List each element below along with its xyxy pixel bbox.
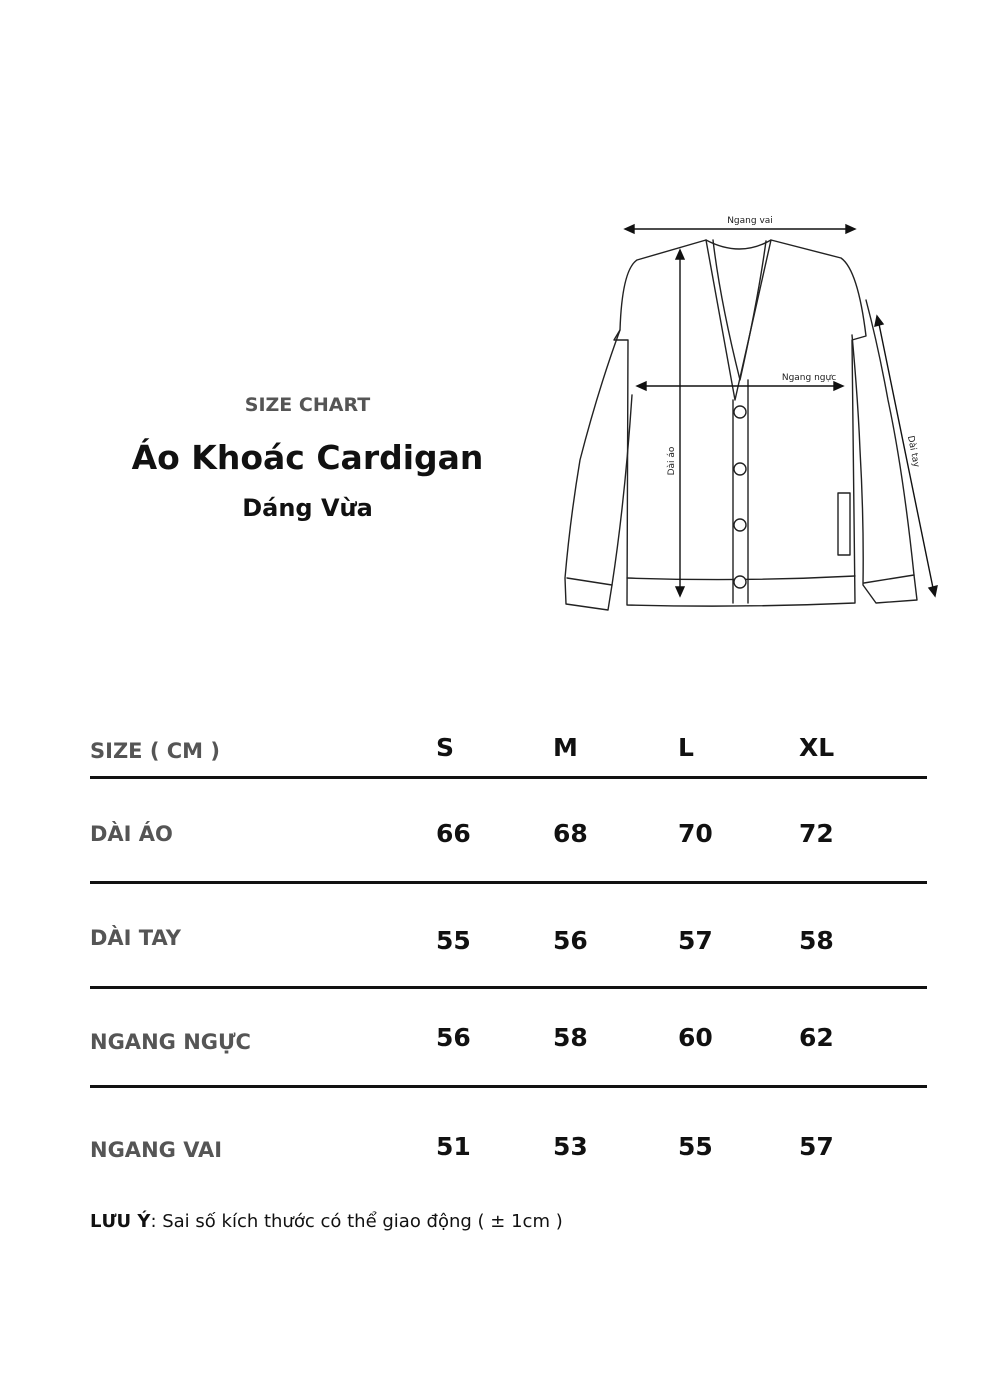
table-cell: 57	[678, 926, 713, 955]
row-label: DÀI ÁO	[90, 822, 173, 846]
chest-measure-label: Ngang ngực	[781, 373, 837, 383]
button-4	[734, 576, 746, 588]
table-cell: 56	[436, 1023, 471, 1052]
left-sleeve-outline	[565, 330, 632, 610]
cardigan-body-outline	[614, 240, 866, 606]
size-s-header: S	[436, 733, 455, 762]
table-cell: 66	[436, 819, 471, 848]
size-unit-label: SIZE ( CM )	[90, 739, 220, 763]
button-1	[734, 406, 746, 418]
table-cell: 72	[799, 819, 834, 848]
shoulder-measure-label: Ngang vai	[727, 216, 773, 226]
table-cell: 58	[799, 926, 834, 955]
tolerance-note	[90, 1211, 563, 1232]
table-cell: 55	[436, 926, 471, 955]
note-text: : Sai số kích thước có thể giao động ( ± 1cm )	[150, 1211, 563, 1232]
table-cell: 57	[799, 1132, 834, 1161]
sleeve-length-measure-label: Dài tay	[904, 434, 921, 469]
table-divider	[90, 776, 927, 779]
button-3	[734, 519, 746, 531]
right-cuff-line	[864, 575, 914, 583]
product-title: Áo Khoác Cardigan	[131, 438, 484, 477]
table-cell: 55	[678, 1132, 713, 1161]
button-2	[734, 463, 746, 475]
body-length-measure-label: Dài áo	[667, 446, 677, 476]
size-l-header: L	[678, 733, 694, 762]
row-label: NGANG NGỰC	[90, 1030, 251, 1054]
table-cell: 62	[799, 1023, 834, 1052]
left-cuff-line	[567, 578, 612, 585]
row-label: NGANG VAI	[90, 1138, 223, 1162]
size-xl-header: XL	[799, 733, 835, 762]
table-cell: 51	[436, 1132, 471, 1161]
table-cell: 53	[553, 1132, 588, 1161]
table-cell: 58	[553, 1023, 588, 1052]
table-divider	[90, 881, 927, 884]
size-m-header: M	[553, 733, 578, 762]
table-cell: 68	[553, 819, 588, 848]
pocket	[838, 493, 850, 555]
cardigan-diagram	[555, 205, 955, 625]
table-cell: 70	[678, 819, 713, 848]
row-label: DÀI TAY	[90, 926, 181, 950]
right-sleeve-outline	[852, 300, 917, 603]
note-prefix: LƯU Ý	[90, 1211, 151, 1232]
fit-subtitle: Dáng Vừa	[242, 494, 373, 522]
table-divider	[90, 986, 927, 989]
table-cell: 56	[553, 926, 588, 955]
table-cell: 60	[678, 1023, 713, 1052]
collar-inner	[713, 240, 766, 380]
size-chart-eyebrow: SIZE CHART	[244, 394, 371, 416]
table-divider	[90, 1085, 927, 1088]
